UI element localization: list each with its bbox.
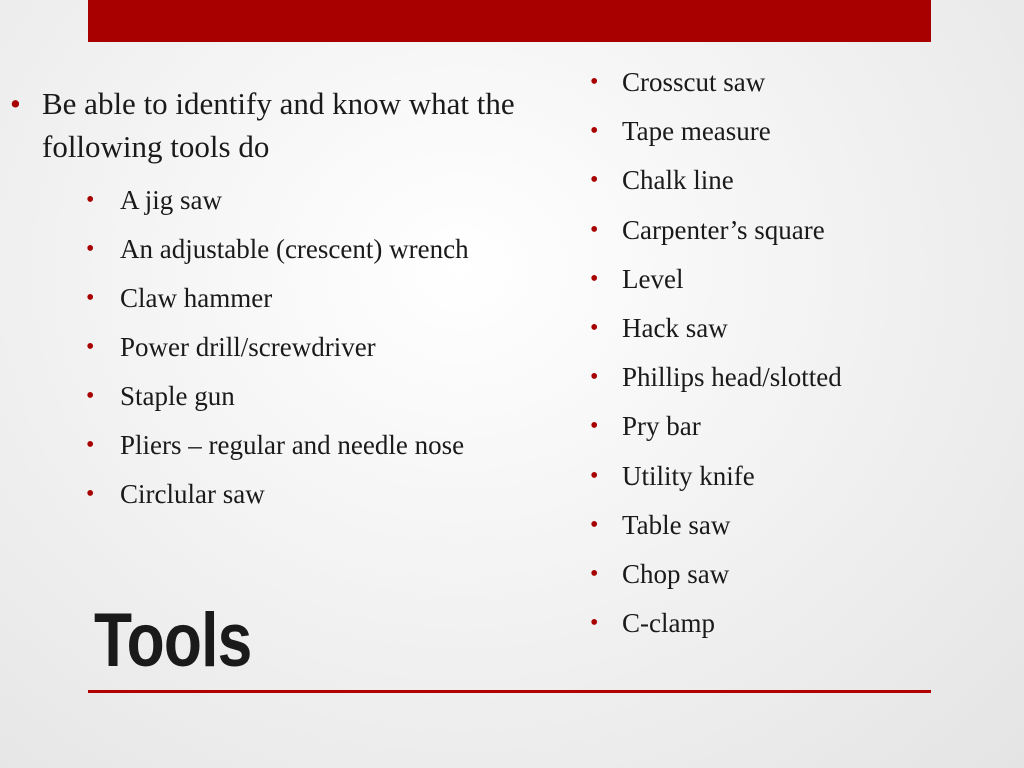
bullet-icon: • [590, 561, 599, 588]
bottom-divider [88, 690, 931, 693]
bullet-icon: • [590, 610, 599, 637]
list-item [0, 402, 1024, 451]
list-item-text: Level [622, 263, 684, 294]
bullet-icon: • [590, 69, 599, 95]
bullet-icon: • [86, 334, 95, 360]
right-bullet-list [0, 58, 1024, 648]
list-item-text: Carpenter’s square [622, 214, 825, 245]
list-item [0, 58, 1024, 107]
list-item-text: Pliers – regular and needle nose [120, 430, 465, 460]
bullet-icon: • [590, 315, 599, 342]
list-item-text: C-clamp [622, 608, 715, 639]
list-item-text: Circlular saw [120, 479, 265, 509]
list-item-text: An adjustable (crescent) wrench [120, 234, 469, 264]
bullet-icon: • [86, 383, 95, 409]
list-item-text: Claw hammer [120, 283, 273, 313]
list-item [0, 206, 1024, 255]
bullet-icon: • [590, 364, 599, 391]
list-item-text: Staple gun [120, 381, 235, 411]
top-accent-bar [88, 0, 931, 42]
list-item-text: Phillips head/slotted [622, 362, 842, 393]
bullet-icon: • [86, 285, 95, 311]
bullet-icon: • [590, 265, 599, 292]
list-item [0, 107, 1024, 156]
bullet-icon: • [590, 167, 599, 194]
bullet-icon: • [590, 216, 599, 243]
list-item [0, 452, 1024, 501]
list-item [0, 501, 1024, 550]
bullet-icon: • [590, 118, 599, 145]
bullet-icon: • [590, 462, 599, 489]
bullet-icon: • [10, 86, 21, 121]
list-item-text: Pry bar [622, 411, 701, 442]
right-content-column [0, 58, 1024, 648]
list-item-text: Tape measure [622, 116, 771, 147]
list-item-text: Chalk line [622, 165, 734, 196]
list-item-text: Utility knife [622, 460, 755, 491]
list-item [0, 353, 1024, 402]
bullet-icon: • [86, 432, 95, 458]
bullet-icon: • [590, 511, 599, 538]
list-item-text: Crosscut saw [622, 67, 766, 97]
list-item [0, 304, 1024, 353]
list-item-text: Power drill/screwdriver [120, 332, 376, 362]
list-item [0, 156, 1024, 205]
bullet-icon: • [590, 413, 599, 440]
slide-title: Tools [94, 598, 252, 683]
list-item-text: A jig saw [120, 185, 223, 215]
list-item-text: Hack saw [622, 313, 728, 344]
bullet-icon: • [86, 236, 95, 262]
main-bullet-text: Be able to identify and know what the following tools do [42, 86, 515, 164]
list-item-text: Table saw [622, 509, 731, 540]
list-item [0, 550, 1024, 599]
list-item [0, 255, 1024, 304]
list-item-text: Chop saw [622, 559, 730, 590]
bullet-icon: • [86, 187, 95, 213]
bullet-icon: • [86, 481, 95, 507]
